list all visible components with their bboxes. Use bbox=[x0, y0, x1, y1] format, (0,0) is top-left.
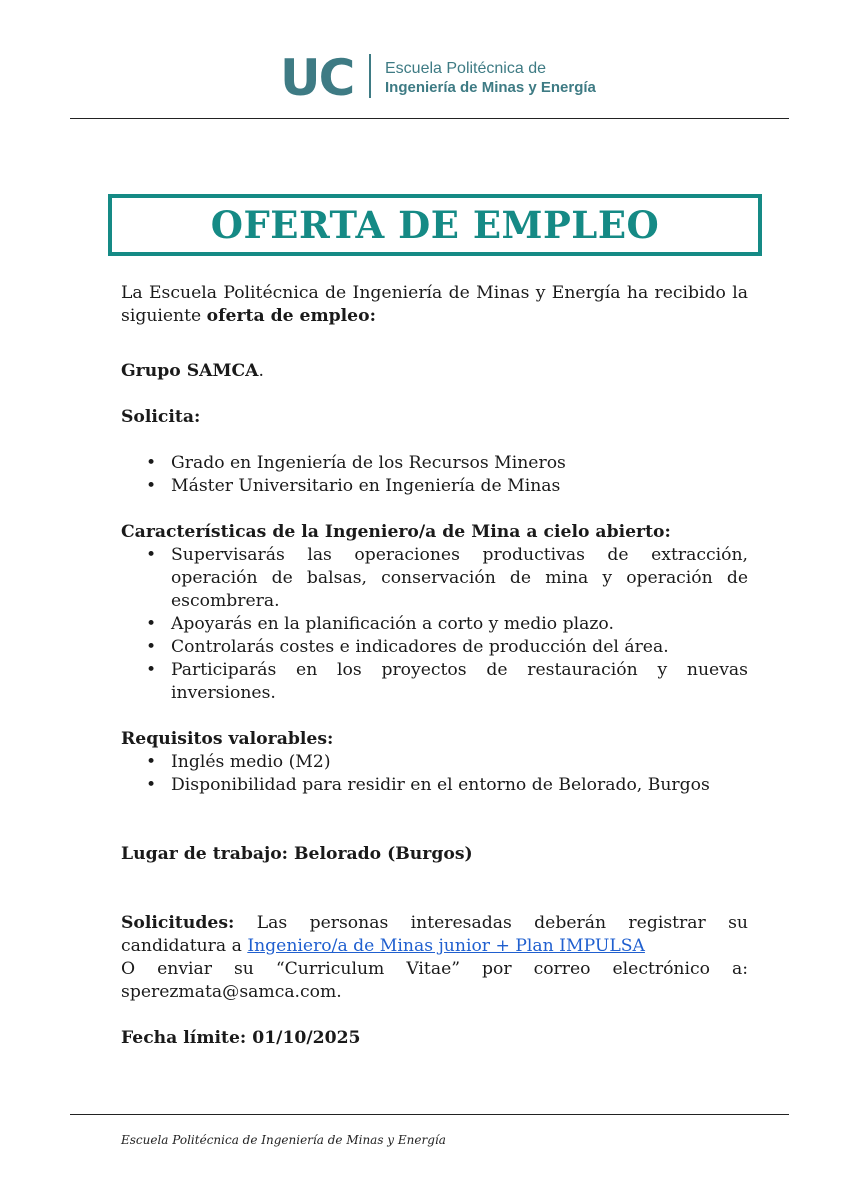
list-item: • Máster Universitario en Ingeniería de Minas bbox=[171, 475, 748, 498]
requisitos-heading bbox=[121, 728, 748, 751]
school-name-line2: Ingeniería de Minas y Energía bbox=[385, 79, 596, 96]
list-item: • Disponibilidad para residir en el entorno de Belorado, Burgos bbox=[171, 774, 748, 797]
list-item: • Grado en Ingeniería de los Recursos Mineros bbox=[171, 452, 748, 475]
solicita-heading-text: Solicita: bbox=[121, 407, 201, 427]
caracteristicas-heading-text: Características de la Ingeniero/a de Mina a cielo abierto: bbox=[121, 522, 671, 542]
list-item: • Participarás en los proyectos de restauración y nuevas inversiones. bbox=[171, 659, 748, 705]
fecha-text: Fecha límite: 01/10/2025 bbox=[121, 1028, 361, 1048]
page-title: OFERTA DE EMPLEO bbox=[210, 203, 660, 247]
application-link[interactable]: Ingeniero/a de Minas junior + Plan IMPULSA bbox=[247, 936, 645, 956]
solicita-list bbox=[121, 452, 748, 498]
company-suffix: . bbox=[258, 361, 264, 381]
list-item: • Supervisarás las operaciones productivas de extracción, operación de balsas, conservación de mina y operación de escombrera. bbox=[171, 544, 748, 613]
email-paragraph: O enviar su “Curriculum Vitae” por correo electrónico a: sperezmata@samca.com. bbox=[121, 959, 748, 1002]
lugar-text: Lugar de trabajo: Belorado (Burgos) bbox=[121, 844, 473, 864]
solicitudes-text: Las personas interesadas deberán registrar su candidatura a bbox=[121, 913, 748, 956]
solicita-heading bbox=[121, 406, 748, 429]
main-content bbox=[121, 282, 748, 1050]
requisitos-heading-text: Requisitos valorables: bbox=[121, 729, 334, 749]
lugar-line bbox=[121, 843, 748, 866]
logo-divider bbox=[369, 54, 371, 98]
list-item: • Inglés medio (M2) bbox=[171, 751, 748, 774]
header-rule bbox=[70, 118, 789, 119]
intro-bold: oferta de empleo: bbox=[206, 306, 376, 326]
caracteristicas-heading bbox=[121, 521, 748, 544]
uc-logo: UC bbox=[280, 49, 354, 107]
solicitudes-paragraph bbox=[121, 912, 748, 958]
list-item: • Controlarás costes e indicadores de producción del área. bbox=[171, 636, 748, 659]
school-name-line1: Escuela Politécnica de bbox=[385, 60, 546, 77]
list-item: • Apoyarás en la planificación a corto y medio plazo. bbox=[171, 613, 748, 636]
company-line bbox=[121, 360, 748, 383]
intro-text: La Escuela Politécnica de Ingeniería de Minas y Energía ha recibido la siguiente bbox=[121, 283, 748, 326]
title-box bbox=[108, 194, 762, 256]
requisitos-list bbox=[121, 751, 748, 797]
header bbox=[0, 48, 849, 108]
caracteristicas-list bbox=[121, 544, 748, 705]
footer-text: Escuela Politécnica de Ingeniería de Minas y Energía bbox=[121, 1133, 446, 1147]
company-name: Grupo SAMCA bbox=[121, 361, 259, 381]
footer-rule bbox=[70, 1114, 789, 1115]
intro-paragraph bbox=[121, 282, 748, 328]
solicitudes-label: Solicitudes: bbox=[121, 913, 235, 933]
fecha-line bbox=[121, 1027, 748, 1050]
